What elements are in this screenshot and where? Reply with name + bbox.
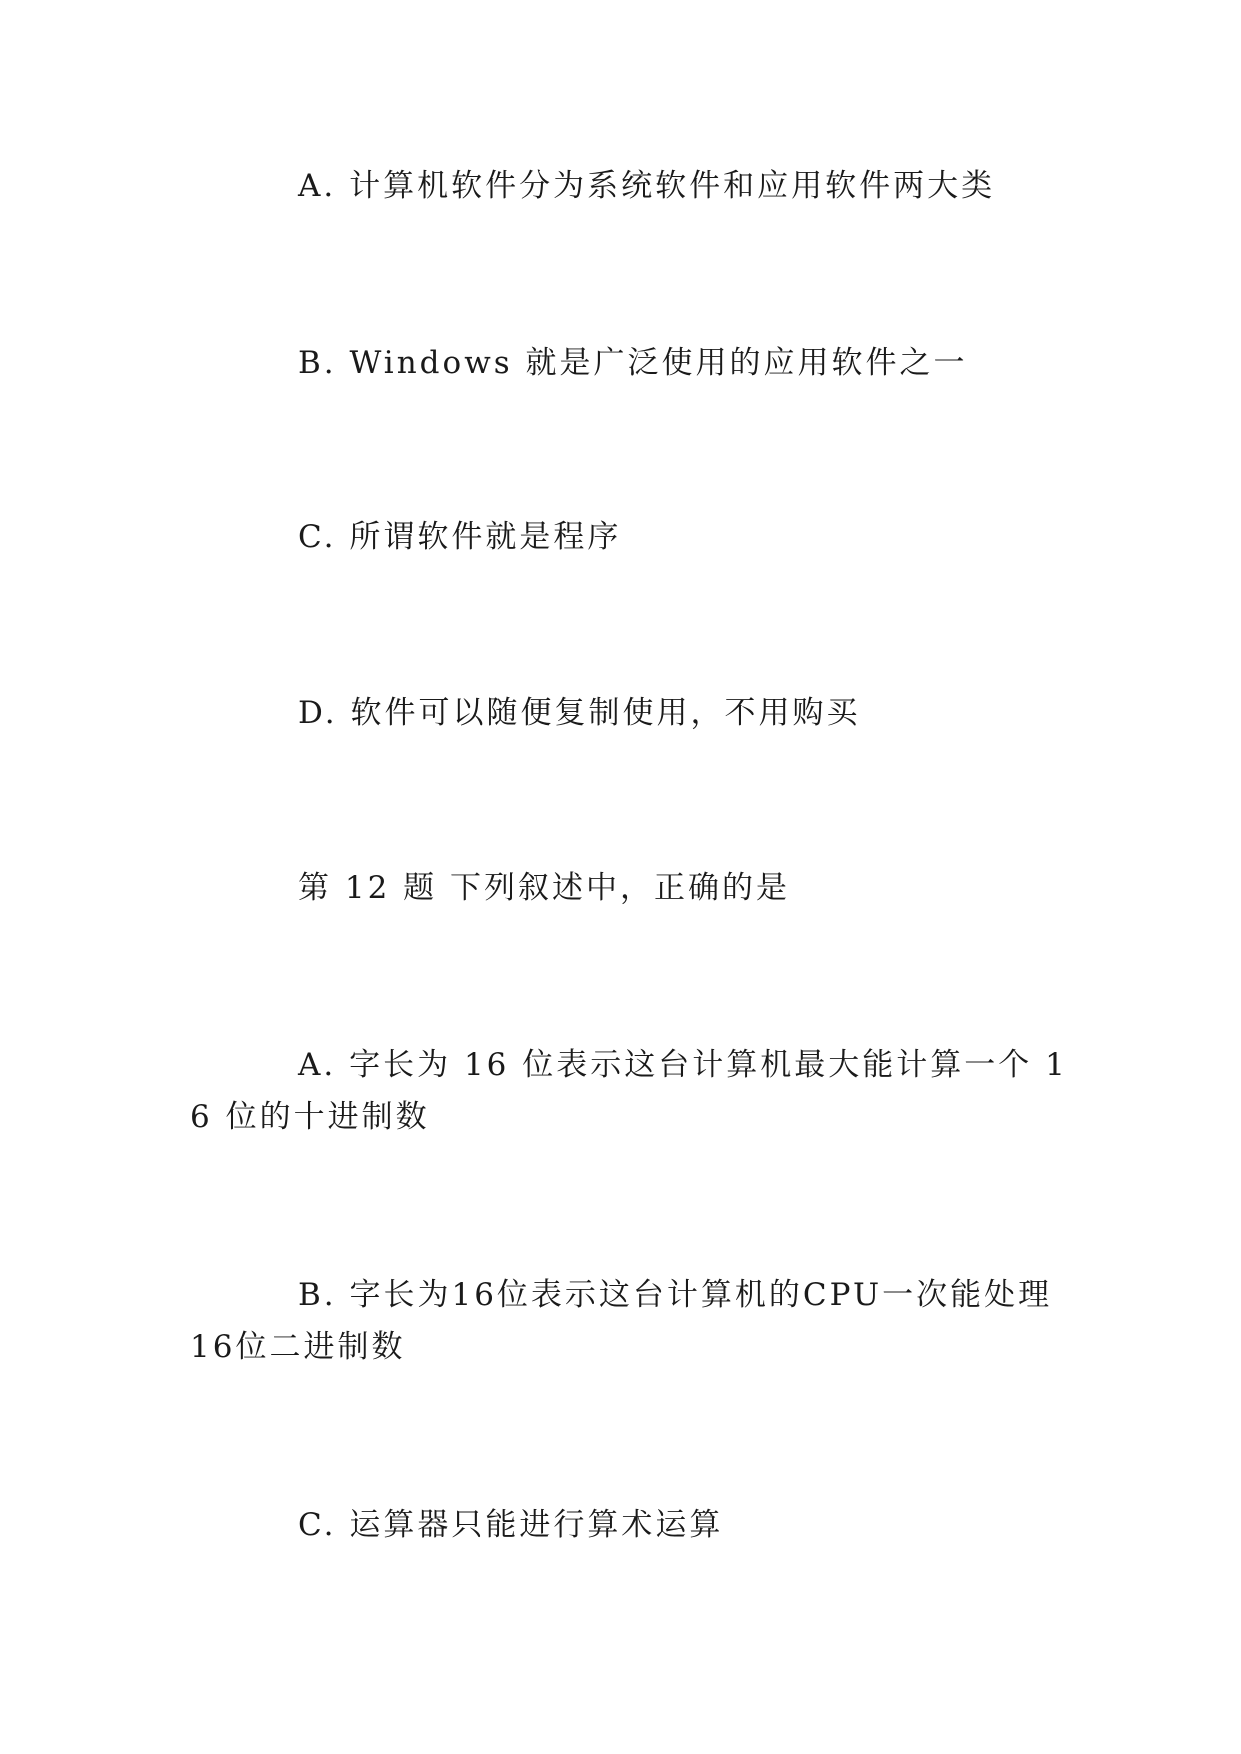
option-c-prev: C. 所谓软件就是程序 bbox=[298, 519, 622, 555]
question-12-option-b: B. 字长为16位表示这台计算机的CPU一次能处理16位二进制数 bbox=[190, 1277, 1053, 1365]
question-12-title: 第 12 题 下列叙述中，正确的是 bbox=[298, 870, 791, 906]
question-12-option-c: C. 运算器只能进行算术运算 bbox=[298, 1507, 724, 1543]
option-a-prev: A. 计算机软件分为系统软件和应用软件两大类 bbox=[298, 168, 996, 204]
question-12-option-a: A. 字长为 16 位表示这台计算机最大能计算一个 16 位的十进制数 bbox=[190, 1047, 1068, 1135]
option-d-prev: D. 软件可以随便复制使用，不用购买 bbox=[298, 695, 861, 731]
option-b-prev: B. Windows 就是广泛使用的应用软件之一 bbox=[298, 345, 968, 381]
